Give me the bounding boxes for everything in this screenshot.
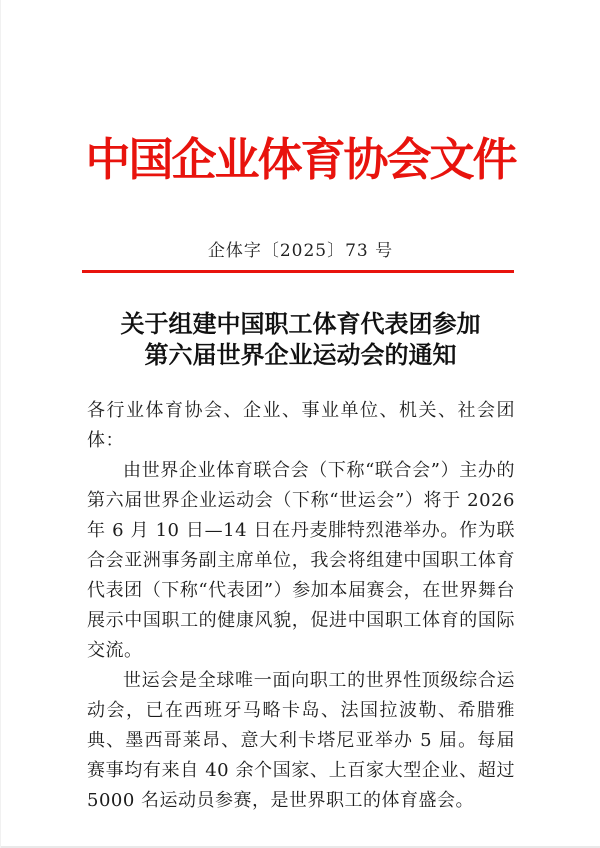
- body-paragraph: 世运会是全球唯一面向职工的世界性顶级综合运动会，已在西班牙马略卡岛、法国拉波勒、希腊雅典、墨西哥莱昂、意大利卡塔尼亚举办 5 届。每届赛事均有来自 40 余个国家、上百家大型企业、超过 5000 名运动员参赛，是世界职工的体育盛会。: [87, 670, 515, 811]
- agency-header-title: 中国企业体育协会文件: [85, 133, 516, 186]
- red-divider-rule: [82, 270, 514, 273]
- document-number: 企体字〔2025〕73 号: [207, 241, 394, 261]
- document-body: [87, 396, 515, 816]
- document-title-line2: 第六届世界企业运动会的通知: [144, 340, 457, 369]
- document-title: [1, 308, 600, 370]
- body-paragraph: 由世界企业体育联合会（下称“联合会”）主办的第六届世界企业运动会（下称“世运会”）将于 2026 年 6 月 10 日—14 日在丹麦腓特烈港举办。作为联合会亚洲事务副主席单位，我会将组建中国职工体育代表团（下称“代表团”）参加本届赛会，在世界舞台展示中国职工的健康风貌，促进中国职工体育的国际交流。: [87, 460, 515, 661]
- salutation-line: 各行业体育协会、企业、事业单位、机关、社会团体：: [87, 400, 515, 451]
- document-title-line1: 关于组建中国职工体育代表团参加: [120, 309, 481, 338]
